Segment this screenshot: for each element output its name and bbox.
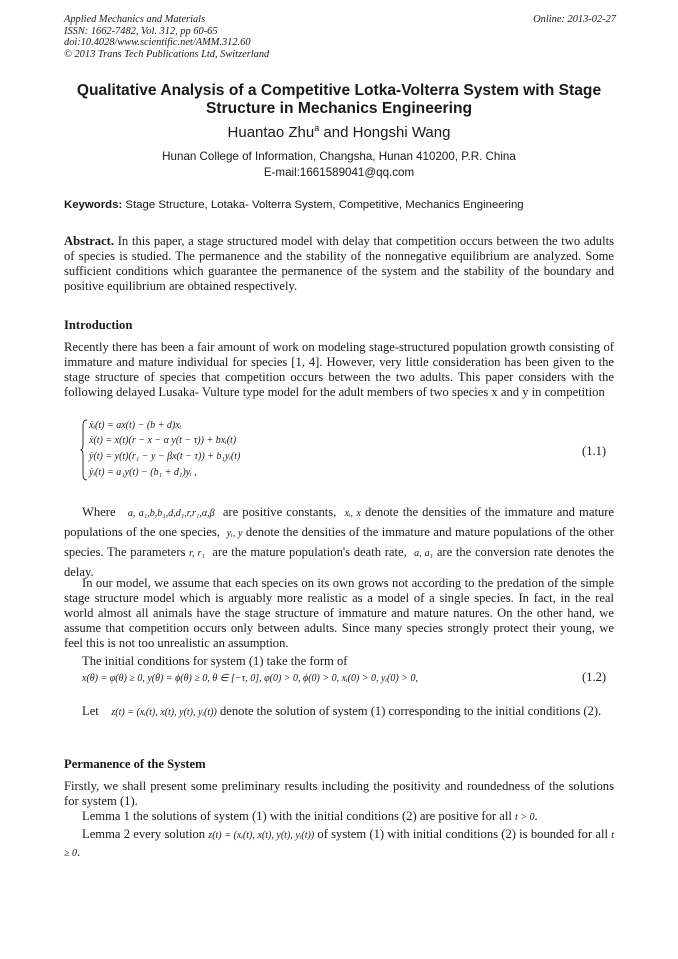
abstract-text: In this paper, a stage structured model with delay that competition occurs between the two adults of species is studied. The permanence and the stability of the nonnegative equilibrium are analyzed. Some sufficient conditions which guarantee the permanence of the system and the stability of the boundary and positive equilibrium are obtained respectively.: [64, 234, 614, 293]
where-math-5: a, a₁: [414, 548, 434, 559]
where-text-6: are the conversion rate denotes the delay.: [64, 545, 614, 579]
equation-1-number: (1.1): [582, 444, 607, 458]
equation-1-line-1: ẋᵢ(t) = ax(t) − (b + d)xᵢ: [89, 420, 182, 431]
issn-line: ISSN: 1662-7482, Vol. 312, pp 60-65: [64, 25, 218, 37]
equation-2-number: (1.2): [582, 670, 607, 684]
where-text-1: Where: [82, 505, 116, 519]
equation-1-line-4: ẏᵢ(t) = a₁y(t) − (b₁ + d₁)yᵢ ,: [89, 467, 197, 478]
where-text-3: denote the densities of the immature and mature populations of the one species,: [64, 505, 615, 539]
equation-brace: [80, 419, 88, 481]
author-rest: and Hongshi Wang: [319, 124, 451, 141]
where-text-5: are the mature population's death rate,: [212, 545, 407, 559]
lemma-2-text-b: of system (1) with initial conditions (2) is: [317, 827, 528, 841]
title-line-2: Structure in Mechanics Engineering: [205, 100, 472, 117]
lemma-1-text: Lemma 1 the solutions of system (1) with the initial conditions (2) are positive for all: [82, 809, 512, 823]
abstract: [64, 234, 614, 294]
where-math-1: a, a₁,b,b₁,d,d₁,r,r₁,α,β: [127, 508, 215, 519]
affiliation: Hunan College of Information, Changsha, Hunan 410200, P.R. China: [162, 150, 516, 163]
let-paragraph: [64, 703, 614, 721]
keywords-text: Stage Structure, Lotaka- Volterra System, Competitive, Mechanics Engineering: [122, 199, 524, 211]
lemma-2-end: .: [77, 845, 81, 859]
keywords: [64, 198, 616, 213]
where-text-2: are positive constants,: [222, 505, 337, 519]
equation-2: x(θ) = φ(θ) ≥ 0, y(θ) = ϕ(θ) ≥ 0, θ ∈ [−τ, 0], φ(0) > 0, ϕ(0) > 0, xᵢ(0) > 0, yᵢ(0) > 0,: [82, 673, 418, 684]
let-math: z(t) = (xᵢ(t), x(t), y(t), yᵢ(t)): [111, 707, 217, 718]
lemma-2-text-a: Lemma 2 every solution: [82, 827, 206, 841]
where-paragraph: [64, 503, 614, 582]
lemma-2-text-c: bounded for all: [530, 827, 608, 841]
where-text-4: denote the densities of the immature and mature populations of the other species. The parameters: [64, 525, 615, 559]
author-first: Huantao Zhu: [227, 124, 315, 141]
lemma-1: [64, 809, 614, 825]
initial-conditions-intro: The initial conditions for system (1) take the form of: [82, 654, 348, 668]
abstract-label: Abstract.: [64, 234, 115, 248]
author-list: [54, 124, 624, 142]
equation-1-line-2: ẋ(t) = x(t)(r − x − α y(t − τ)) + bxᵢ(t): [89, 435, 237, 446]
permanence-paragraph-1: Firstly, we shall present some preliminary results including the positivity and roundedness of the solutions for system (1).: [64, 779, 614, 808]
doi-line: doi:10.4028/www.scientific.net/AMM.312.60: [64, 37, 251, 49]
keywords-label: Keywords:: [64, 199, 123, 211]
let-text-2: denote the solution of system (1) corresponding to the initial conditions (2).: [219, 704, 602, 718]
where-math-3: yᵢ, y: [226, 528, 243, 539]
where-math-2: xᵢ, x: [344, 508, 361, 519]
lemma-1-math: t > 0: [515, 812, 535, 823]
copyright-line: © 2013 Trans Tech Publications Ltd, Switzerland: [64, 48, 270, 60]
journal-name: Applied Mechanics and Materials: [64, 14, 206, 25]
let-text-1: Let: [82, 704, 99, 718]
equation-1-line-3: ẏ(t) = y(t)(r₁ − y − βx(t − τ)) + b₁yᵢ(t): [89, 451, 241, 462]
affiliation-block: [54, 149, 624, 181]
lemma-2: [64, 826, 614, 862]
where-math-4: r, r₁: [189, 548, 205, 559]
email: E-mail:1661589041@qq.com: [263, 166, 415, 179]
title-line-1: Qualitative Analysis of a Competitive Lotka-Volterra System with Stage: [76, 82, 602, 99]
journal-header: [64, 14, 616, 60]
intro-paragraph-3: In our model, we assume that each species on its own grows not according to the predation of the simple stage structure model which is arguably more realistic as a model of a single species. In fact, in the real world almost all animals have the stage structure of immature and mature natures. On the other hand, we assume that competition occurs only between adults. Since many species strongly protect their young, we feel this is not too unrealistic an assumption.: [64, 576, 614, 650]
lemma-1-end: .: [534, 809, 538, 823]
permanence-heading: Permanence of the System: [64, 757, 206, 771]
lemma-2-math-2: t ≥ 0: [64, 830, 614, 859]
paper-title: [54, 82, 624, 118]
intro-paragraph-1: Recently there has been a fair amount of work on modeling stage-structured population growth consisting of immature and mature individual for species [1, 4]. However, very little consideration has been given to the stage structure of species that competition occurs between the two adults. This paper considers with the following delayed Lusaka- Vulture type model for the adult members of two species x and y in competition: [64, 340, 614, 399]
author-sup: a: [314, 123, 320, 133]
intro-heading: Introduction: [64, 318, 133, 332]
lemma-2-math: z(t) = (xᵢ(t), x(t), y(t), yᵢ(t)): [208, 830, 315, 841]
online-date: Online: 2013-02-27: [533, 14, 616, 25]
